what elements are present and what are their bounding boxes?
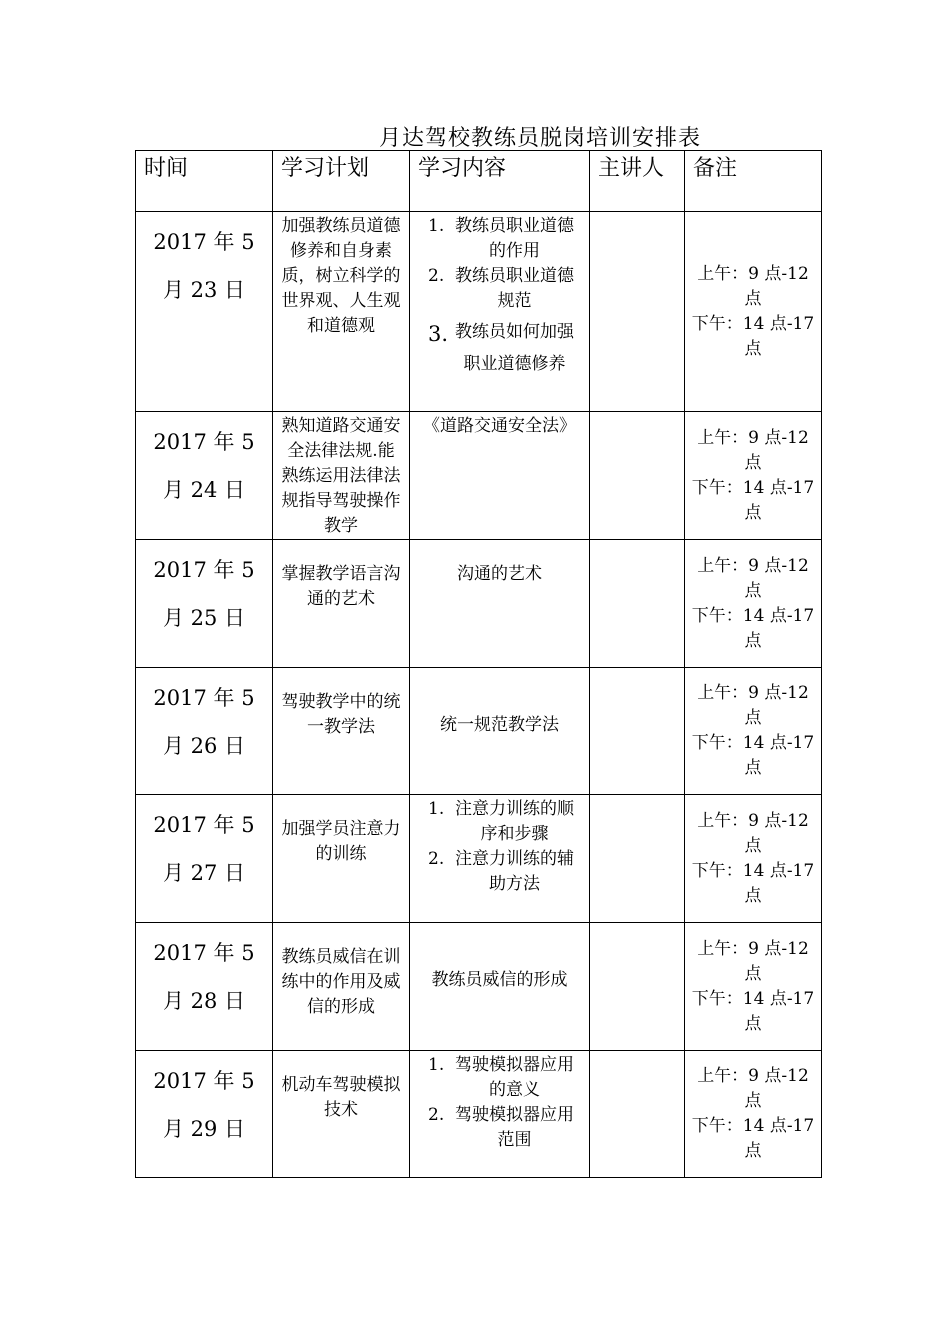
content-cell: 沟通的艺术 (410, 540, 590, 668)
content-list (418, 1053, 581, 1153)
note-cell (685, 412, 822, 540)
note-morning-end: 点 (744, 1091, 762, 1111)
note-afternoon: 下午：14 点-17 (691, 1116, 815, 1136)
header-note: 备注 (685, 151, 822, 212)
date-line: 月 23 日 (162, 278, 246, 302)
header-time: 时间 (136, 151, 273, 212)
list-text: 注意力训练的辅助方法 (455, 849, 574, 894)
list-item (418, 316, 581, 380)
note-cell (685, 795, 822, 923)
note-morning: 上午：9 点-12 (697, 938, 809, 959)
date-line: 2017 年 5 (153, 558, 255, 582)
list-text: 教练员如何加强职业道德修养 (455, 322, 574, 374)
speaker-cell (590, 923, 685, 1051)
list-number: 2. (428, 1105, 445, 1125)
date-line: 2017 年 5 (153, 1069, 255, 1093)
training-schedule-table (135, 150, 822, 1178)
list-number: 1. (428, 216, 445, 236)
list-text: 注意力训练的顺序和步骤 (455, 799, 574, 844)
list-number: 2. (428, 266, 445, 286)
note-cell (685, 668, 822, 795)
list-number: 1. (428, 1055, 445, 1075)
date-line: 2017 年 5 (153, 230, 255, 254)
note-afternoon-end: 点 (744, 1141, 762, 1161)
table-row (136, 795, 822, 923)
note-morning-end: 点 (744, 708, 762, 728)
header-plan: 学习计划 (273, 151, 410, 212)
content-list (418, 797, 581, 897)
date-cell (136, 540, 273, 668)
plan-cell: 加强教练员道德修养和自身素质，树立科学的世界观、人生观和道德观 (273, 212, 410, 412)
note-afternoon: 下午：14 点-17 (691, 477, 815, 498)
date-cell (136, 923, 273, 1051)
content-cell (410, 795, 590, 923)
note-afternoon: 下午：14 点-17 (691, 733, 815, 753)
list-text: 教练员职业道德规范 (455, 266, 574, 311)
list-text: 驾驶模拟器应用的意义 (455, 1055, 574, 1100)
date-cell (136, 412, 273, 540)
note-morning-end: 点 (744, 835, 762, 856)
content-cell: 教练员威信的形成 (410, 923, 590, 1051)
date-line: 2017 年 5 (153, 813, 255, 837)
table-row (136, 412, 822, 540)
speaker-cell (590, 412, 685, 540)
speaker-cell (590, 212, 685, 412)
list-item (418, 847, 581, 897)
table-row (136, 923, 822, 1051)
plan-cell: 驾驶教学中的统一教学法 (273, 668, 410, 795)
note-morning: 上午：9 点-12 (697, 555, 809, 576)
date-line: 月 25 日 (162, 606, 246, 630)
note-morning: 上午：9 点-12 (697, 1066, 809, 1086)
list-text: 教练员职业道德的作用 (455, 216, 574, 261)
date-cell (136, 1051, 273, 1178)
note-morning: 上午：9 点-12 (697, 263, 809, 284)
list-text: 驾驶模拟器应用范围 (455, 1105, 574, 1150)
note-cell (685, 923, 822, 1051)
list-item (418, 1053, 581, 1103)
header-speaker: 主讲人 (590, 151, 685, 212)
note-morning-end: 点 (744, 963, 762, 984)
table-row (136, 540, 822, 668)
table-row (136, 212, 822, 412)
note-afternoon: 下午：14 点-17 (691, 605, 815, 626)
plan-cell: 掌握教学语言沟通的艺术 (273, 540, 410, 668)
date-line: 月 28 日 (162, 989, 246, 1013)
page-title: 月达驾校教练员脱岗培训安排表 (378, 126, 701, 151)
note-morning: 上午：9 点-12 (697, 683, 809, 703)
note-afternoon: 下午：14 点-17 (691, 860, 815, 881)
note-morning: 上午：9 点-12 (697, 427, 809, 448)
date-cell (136, 212, 273, 412)
content-cell (410, 212, 590, 412)
content-cell: 统一规范教学法 (410, 668, 590, 795)
date-line: 月 24 日 (162, 478, 246, 502)
speaker-cell (590, 1051, 685, 1178)
list-item (418, 797, 581, 847)
date-cell (136, 668, 273, 795)
date-line: 月 29 日 (162, 1117, 246, 1141)
plan-cell: 熟知道路交通安全法律法规.能熟练运用法律法规指导驾驶操作教学 (273, 412, 410, 540)
plan-cell: 教练员威信在训练中的作用及威信的形成 (273, 923, 410, 1051)
list-number: 3. (428, 322, 449, 346)
plan-cell: 加强学员注意力的训练 (273, 795, 410, 923)
table-row (136, 1051, 822, 1178)
date-line: 2017 年 5 (153, 941, 255, 965)
note-morning: 上午：9 点-12 (697, 810, 809, 831)
date-line: 2017 年 5 (153, 430, 255, 454)
note-afternoon-end: 点 (744, 758, 762, 778)
list-number: 2. (428, 849, 445, 869)
list-item (418, 214, 581, 264)
table-header-row (136, 151, 822, 212)
note-afternoon-end: 点 (744, 1013, 762, 1034)
content-cell (410, 1051, 590, 1178)
date-line: 月 26 日 (162, 734, 246, 758)
note-cell (685, 540, 822, 668)
note-afternoon-end: 点 (744, 630, 762, 651)
note-morning-end: 点 (744, 452, 762, 473)
content-list (418, 214, 581, 380)
note-afternoon: 下午：14 点-17 (691, 988, 815, 1009)
plan-cell: 机动车驾驶模拟技术 (273, 1051, 410, 1178)
speaker-cell (590, 540, 685, 668)
note-afternoon: 下午：14 点-17 (691, 313, 815, 334)
list-item (418, 1103, 581, 1153)
list-item (418, 264, 581, 314)
date-line: 2017 年 5 (153, 686, 255, 710)
note-morning-end: 点 (744, 288, 762, 309)
table-row (136, 668, 822, 795)
note-cell (685, 1051, 822, 1178)
note-afternoon-end: 点 (744, 885, 762, 906)
date-cell (136, 795, 273, 923)
note-afternoon-end: 点 (744, 502, 762, 523)
speaker-cell (590, 795, 685, 923)
date-line: 月 27 日 (162, 861, 246, 885)
header-content: 学习内容 (410, 151, 590, 212)
note-afternoon-end: 点 (744, 338, 762, 359)
list-number: 1. (428, 799, 445, 819)
content-cell: 《道路交通安全法》 (410, 412, 590, 540)
note-morning-end: 点 (744, 580, 762, 601)
speaker-cell (590, 668, 685, 795)
note-cell (685, 212, 822, 412)
